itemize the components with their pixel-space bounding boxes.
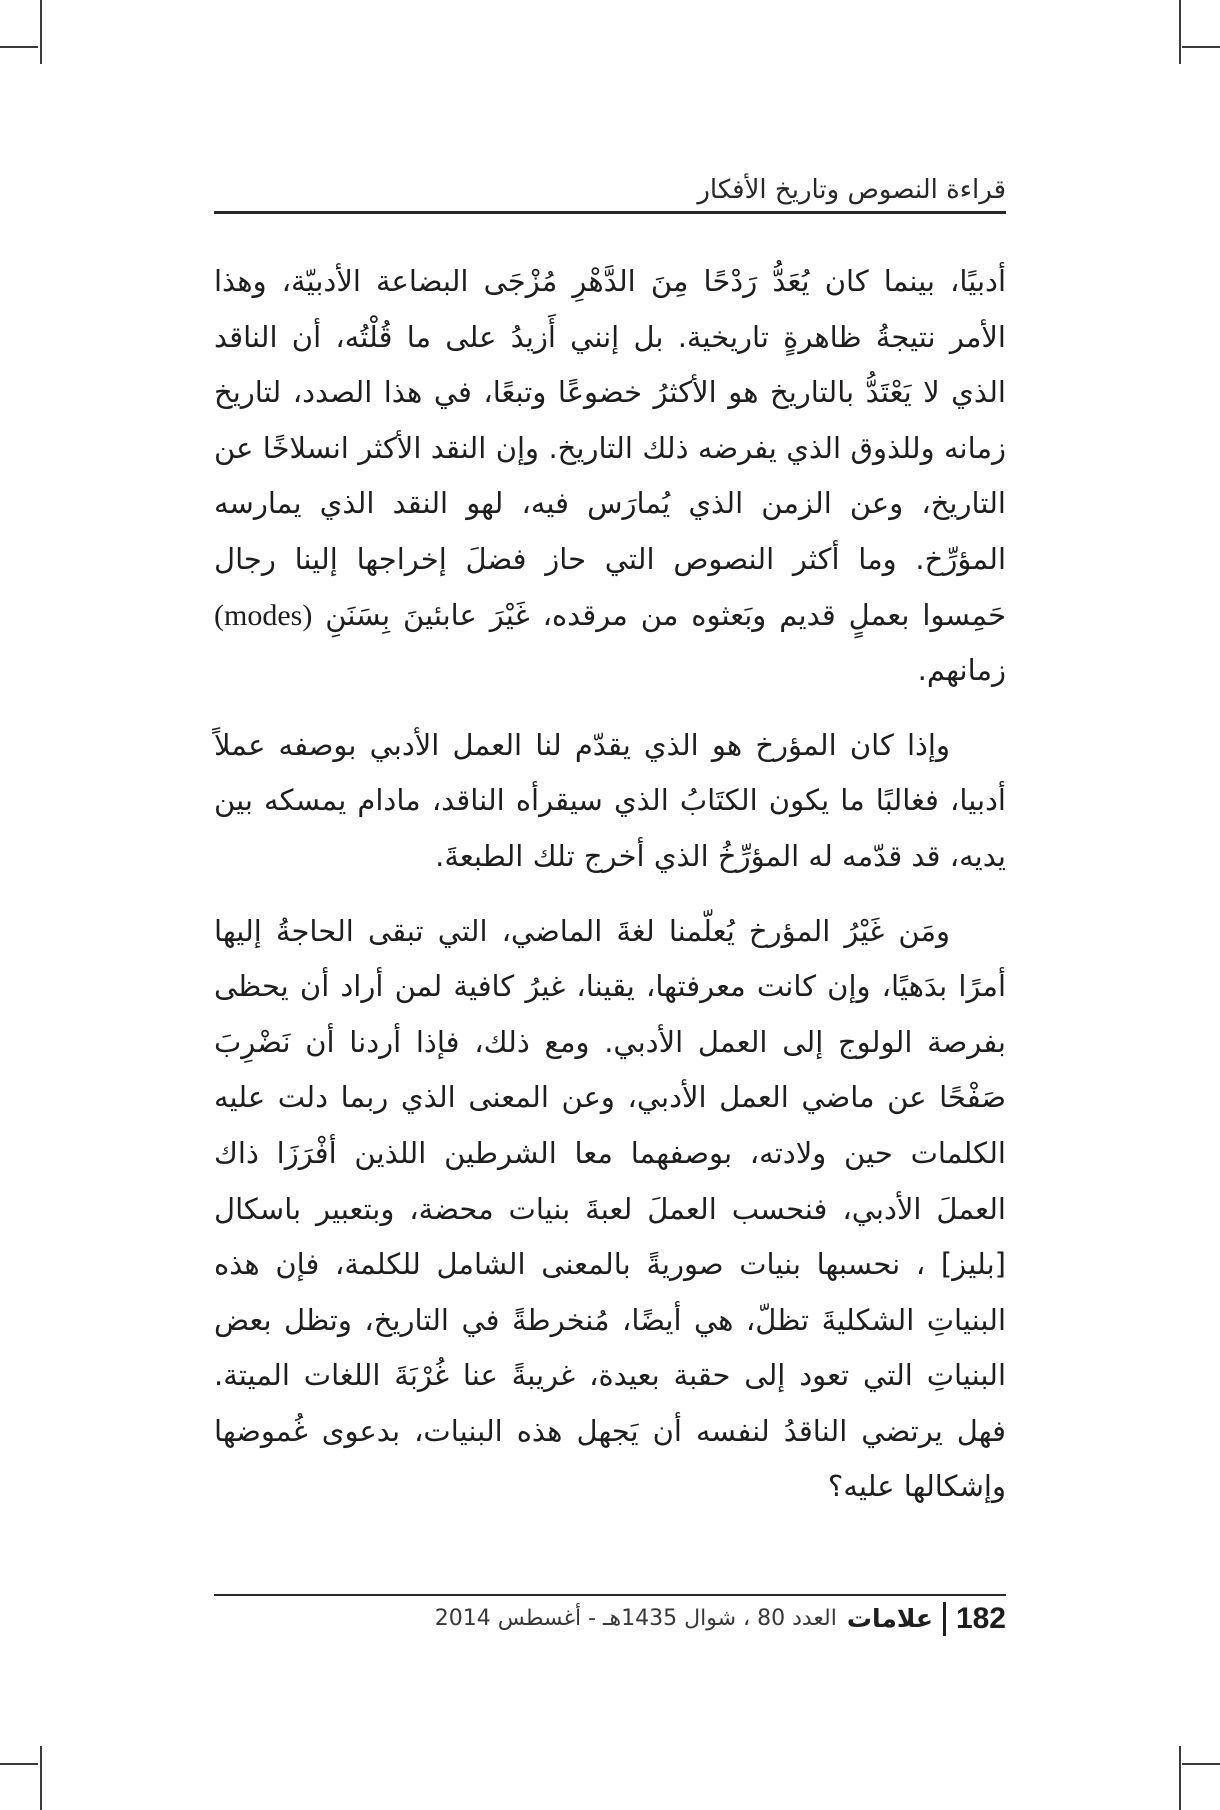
issue-info: العدد 80 ، شوال 1435هـ - أغسطس 2014 — [434, 1606, 837, 1631]
crop-mark-bottom-right — [1179, 1746, 1181, 1810]
body-text — [214, 254, 1006, 1515]
header-divider — [214, 211, 1006, 214]
paragraph-2: وإذا كان المؤرخ هو الذي يقدّم لنا العمل الأدبي بوصفه عملاً أدبيا، فغالبًا ما يكون الكتَابُ الذي سيقرأه الناقد، مادام يمسكه بين يديه، قد قدّمه له المؤرِّخُ الذي أخرج تلك الطبعةَ. — [214, 727, 1006, 873]
footer-separator — [943, 1602, 946, 1636]
crop-mark-top-right — [1179, 0, 1181, 64]
crop-mark-bottom-left — [40, 1746, 42, 1810]
page-number: 182 — [955, 1602, 1006, 1635]
crop-mark-top-left-horizontal — [0, 46, 38, 48]
footer-divider — [214, 1594, 1006, 1596]
paragraph-1 — [214, 254, 1006, 699]
crop-mark-bottom-left-horizontal — [0, 1763, 38, 1765]
latin-term: (modes) — [214, 598, 313, 632]
page-footer — [435, 1600, 1006, 1638]
paragraph-3: ومَن غَيْرُ المؤرخ يُعلّمنا لغةَ الماضي، التي تبقى الحاجةُ إليها أمرًا بدَهيًا، وإن كانت معرفتها، يقينا، غيرُ كافية لمن أراد أن يحظى بفرصة الولوج إلى العمل الأدبي. ومع ذلك، فإذا أردنا أن نَضْرِبَ صَفْحًا عن ماضي العمل الأدبي، وعن المعنى الذي ربما دلت عليه الكلمات حين ولادته، بوصفهما معا الشرطين اللذين أفْرَزَا ذاك العملَ الأدبي، فنحسب العملَ لعبةَ بنيات محضة، وبتعبير باسكال [بليز] ، نحسبها بنيات صوريةً بالمعنى الشامل للكلمة، فإن هذه البنياتِ الشكليةَ تظلّ، هي أيضًا، مُنخرطةً في التاريخ، وتظل بعض البنياتِ التي تعود إلى حقبة بعيدة، غريبةً عنا غُرْبَةَ اللغات الميتة. فهل يرتضي الناقدُ لنفسه أن يَجهل هذه البنيات، بدعوى غُموضها وإشكالها عليه؟ — [214, 913, 1006, 1504]
paragraph-1-text: أدبيًا، بينما كان يُعَدُّ رَدْحًا مِنَ الدَّهْرِ مُزْجَى البضاعة الأدبيّة، وهذا الأمر نتيجةُ ظاهرةٍ تاريخية. بل إنني أَزيدُ على ما قُلْتُه، أن الناقد الذي لا يَعْتَدُّ بالتاريخ هو الأكثرُ خضوعًا وتبعًا، في هذا الصدد، لتاريخ زمانه وللذوق الذي يفرضه ذلك التاريخ. وإن النقد الأكثر انسلاخًا عن التاريخ، وعن الزمن الذي يُمارَس فيه، لهو النقد الذي يمارسه المؤرِّخ. وما أكثر النصوص التي حاز فضلَ إخراجها إلينا رجال حَمِسوا بعملٍ قديم وبَعثوه من مرقده، غَيْرَ عابئينَ بِسَنَنِ — [214, 264, 1007, 632]
journal-name: علامات — [846, 1604, 933, 1633]
crop-mark-bottom-right-horizontal — [1182, 1763, 1220, 1765]
paragraph-1-ending: زمانهم. — [917, 653, 1006, 688]
running-header-title: قراءة النصوص وتاريخ الأفكار — [697, 175, 1006, 205]
crop-mark-top-left — [40, 0, 42, 64]
crop-mark-top-right-horizontal — [1182, 46, 1220, 48]
